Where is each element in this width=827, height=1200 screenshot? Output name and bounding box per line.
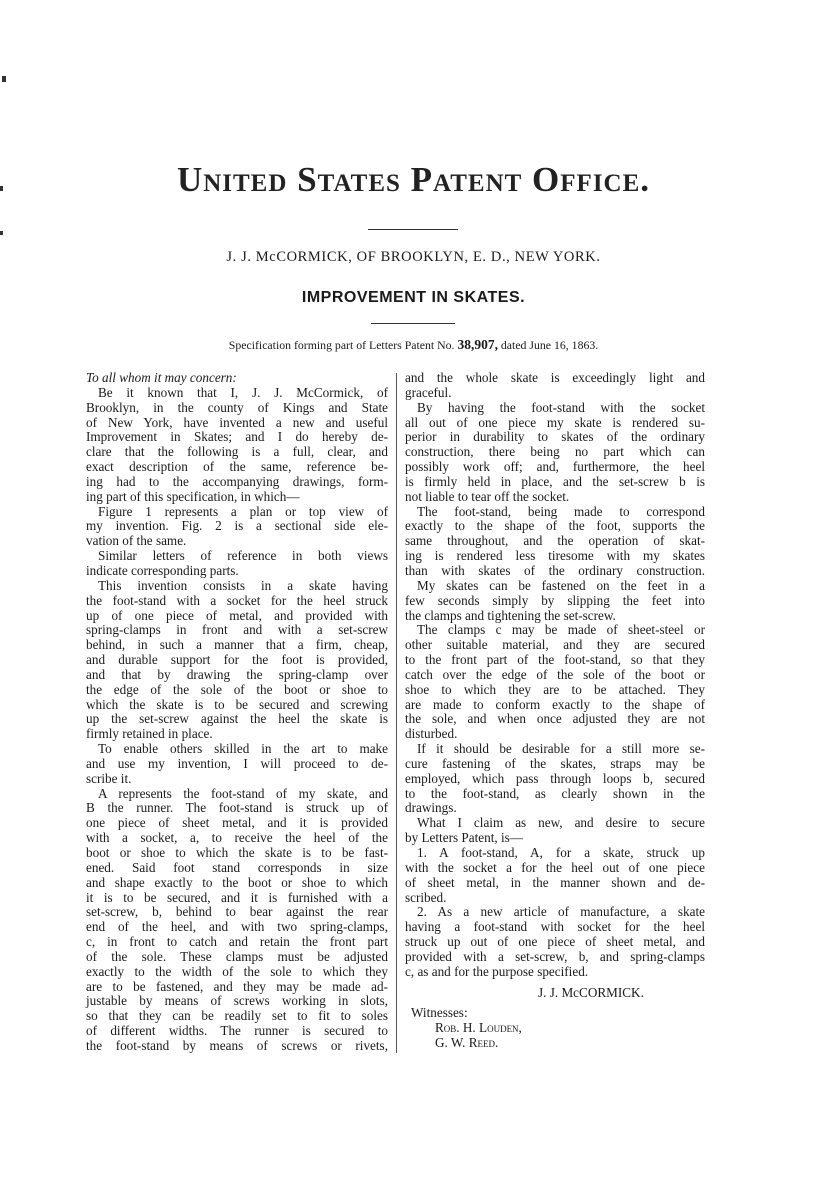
- text-line: employed, which pass through loops b, secured: [405, 770, 705, 786]
- text-line: disturbed.: [405, 726, 458, 742]
- text-line: few seconds simply by slipping the feet into: [405, 592, 705, 608]
- text-line: drawings.: [405, 800, 457, 816]
- text-line: are made to conform exactly to the shape of: [405, 696, 705, 712]
- text-line: up the set-screw against the heel the skate is: [86, 711, 388, 727]
- text-line: the foot-stand by means of screws or rivets,: [86, 1037, 388, 1053]
- claim-line: 2. As a new article of manufacture, a skate: [417, 904, 705, 920]
- text-line: ing had to the accompanying drawings, form-: [86, 473, 388, 489]
- claim-line: struck up out of one piece of sheet metal, and: [405, 934, 705, 950]
- text-line: spring-clamps in front and with a set-screw: [86, 622, 388, 638]
- left-column: [86, 371, 388, 1054]
- spec-prefix: Specification forming part of Letters Patent No.: [228, 338, 455, 352]
- claim-line: with the socket a for the heel out of one piece: [405, 859, 705, 875]
- text-line: to the foot-stand, as clearly shown in the: [405, 785, 705, 801]
- text-line: up of one piece of metal, and provided with: [86, 607, 388, 623]
- right-column: [405, 371, 705, 1051]
- text-line: What I claim as new, and desire to secure: [417, 815, 705, 831]
- text-line: of different widths. The runner is secured to: [86, 1023, 388, 1039]
- text-line: the foot-stand with a socket for the heel struck: [86, 592, 388, 608]
- scan-mark: [0, 231, 3, 235]
- text-line: it is to be secured, and it is furnished with a: [86, 889, 388, 905]
- text-line: the sole, and when once adjusted they are not: [405, 711, 705, 727]
- text-line: of the sole. These clamps must be adjusted: [86, 948, 388, 964]
- text-line: A represents the foot-stand of my skate, and: [98, 785, 388, 801]
- text-line: possibly work off; and, furthermore, the heel: [405, 459, 705, 475]
- text-line: and durable support for the foot is provided,: [86, 652, 388, 668]
- text-line: Improvement in Skates; and I do hereby de-: [86, 429, 388, 445]
- text-line: and the whole skate is exceedingly light and: [405, 370, 705, 385]
- text-line: Be it known that I, J. J. McCormick, of: [98, 384, 388, 400]
- text-line: all out of one piece my skate is rendered su-: [405, 414, 705, 430]
- salutation: To all whom it may concern:: [86, 370, 237, 385]
- claim-line: of sheet metal, in the manner shown and de-: [405, 874, 705, 890]
- text-line: exactly to the shape of the foot, supports the: [405, 518, 705, 534]
- text-line: indicate corresponding parts.: [86, 562, 239, 578]
- text-line: and use my invention, I will proceed to de-: [86, 755, 388, 771]
- text-line: perior in durability to skates of the ordinary: [405, 429, 705, 445]
- text-line: My skates can be fastened on the feet in a: [417, 577, 705, 593]
- inventor-signature: J. J. McCORMICK.: [538, 984, 644, 1000]
- text-line: catch over the edge of the sole of the boot or: [405, 666, 705, 682]
- text-line: construction, there being no part which can: [405, 444, 705, 460]
- spec-date: dated June 16, 1863.: [500, 338, 599, 352]
- text-line: and that by drawing the spring-clamp over: [86, 666, 388, 682]
- text-line: ing part of this specification, in which—: [86, 488, 300, 504]
- text-line: other suitable material, and they are secured: [405, 637, 705, 653]
- text-line: justable by means of screws working in slots,: [86, 993, 388, 1009]
- text-line: This invention consists in a skate having: [98, 577, 388, 593]
- title-rule: [368, 229, 458, 230]
- text-line: and shape exactly to the boot or shoe to which: [86, 874, 388, 890]
- inventor-line: J. J. McCORMICK, OF BROOKLYN, E. D., NEW YORK.: [226, 249, 601, 265]
- text-line: same throughout, and the operation of skat-: [405, 533, 705, 549]
- text-line: exactly to the width of the sole to which they: [86, 963, 388, 979]
- text-line: so that they can be readily set to fit to soles: [86, 1008, 388, 1024]
- claim-line: having a foot-stand with socket for the heel: [405, 919, 705, 935]
- specification-line: [0, 337, 827, 353]
- text-line: boot or shoe to which the skate is to be fast-: [86, 845, 388, 860]
- text-line: shoe to which they are to be attached. They: [405, 681, 705, 697]
- text-line: the clamps and tightening the set-screw.: [405, 607, 616, 623]
- text-line: one piece of sheet metal, and it is provided: [86, 815, 388, 831]
- text-line: is firmly held in place, and the set-screw b is: [405, 473, 705, 489]
- scan-mark: [2, 76, 6, 82]
- subtitle-rule: [371, 323, 455, 324]
- text-line: set-screw, b, behind to bear against the rear: [86, 904, 388, 920]
- text-line: firmly retained in place.: [86, 726, 213, 742]
- text-line: cure fastening of the skates, straps may be: [405, 755, 705, 771]
- text-line: with a socket, a, to receive the heel of the: [86, 830, 388, 846]
- text-line: Similar letters of reference in both views: [98, 548, 388, 564]
- text-line: behind, in such a manner that a firm, cheap,: [86, 637, 388, 653]
- text-line: Brooklyn, in the county of Kings and State: [86, 399, 388, 415]
- improvement-title: IMPROVEMENT IN SKATES.: [301, 289, 526, 306]
- text-line: of New York, have invented a new and useful: [86, 414, 388, 430]
- text-line: exact description of the same, reference be-: [86, 459, 388, 475]
- text-line: The clamps c may be made of sheet-steel or: [417, 622, 705, 638]
- claim-line: scribed.: [405, 889, 447, 905]
- text-line: vation of the same.: [86, 533, 187, 549]
- text-line: B the runner. The foot-stand is struck up of: [86, 800, 388, 816]
- text-line: than with skates of the ordinary construction.: [405, 562, 705, 578]
- text-line: the edge of the sole of the boot or shoe to: [86, 681, 388, 697]
- text-line: To enable others skilled in the art to make: [98, 741, 388, 757]
- office-title: United States Patent Office.: [176, 160, 651, 199]
- text-line: ing is rendered less tiresome with my skates: [405, 548, 705, 564]
- text-line: graceful.: [405, 384, 452, 400]
- text-line: scribe it.: [86, 770, 132, 786]
- text-line: are to be fastened, and they may be made ad-: [86, 978, 388, 994]
- text-line: ened. Said foot stand corresponds in size: [86, 859, 388, 875]
- text-line: end of the heel, and with two spring-clamps,: [86, 919, 388, 935]
- text-line: which the skate is to be secured and screwing: [86, 696, 388, 712]
- text-line: c, in front to catch and retain the front part: [86, 934, 388, 950]
- text-line: my invention. Fig. 2 is a sectional side ele-: [86, 518, 388, 534]
- column-divider: [396, 373, 397, 1053]
- claim-line: c, as and for the purpose specified.: [405, 963, 589, 979]
- claim-line: provided with a set-screw, b, and spring-clamps: [405, 948, 705, 964]
- text-line: to the front part of the foot-stand, so that they: [405, 652, 705, 668]
- text-line: not liable to tear off the socket.: [405, 488, 570, 504]
- text-line: If it should be desirable for a still more se-: [417, 741, 705, 757]
- text-line: The foot-stand, being made to correspond: [417, 503, 705, 519]
- witness-name: G. W. Reed.: [435, 1035, 499, 1051]
- witnesses-label: Witnesses:: [411, 1005, 468, 1021]
- text-line: Figure 1 represents a plan or top view of: [98, 503, 388, 519]
- claim-line: 1. A foot-stand, A, for a skate, struck up: [417, 845, 705, 860]
- text-line: By having the foot-stand with the socket: [417, 399, 705, 415]
- patent-number: 38,907,: [457, 337, 498, 352]
- witness-name: Rob. H. Louden,: [435, 1020, 522, 1036]
- text-line: by Letters Patent, is—: [405, 830, 523, 846]
- text-line: clare that the following is a full, clear, and: [86, 444, 388, 460]
